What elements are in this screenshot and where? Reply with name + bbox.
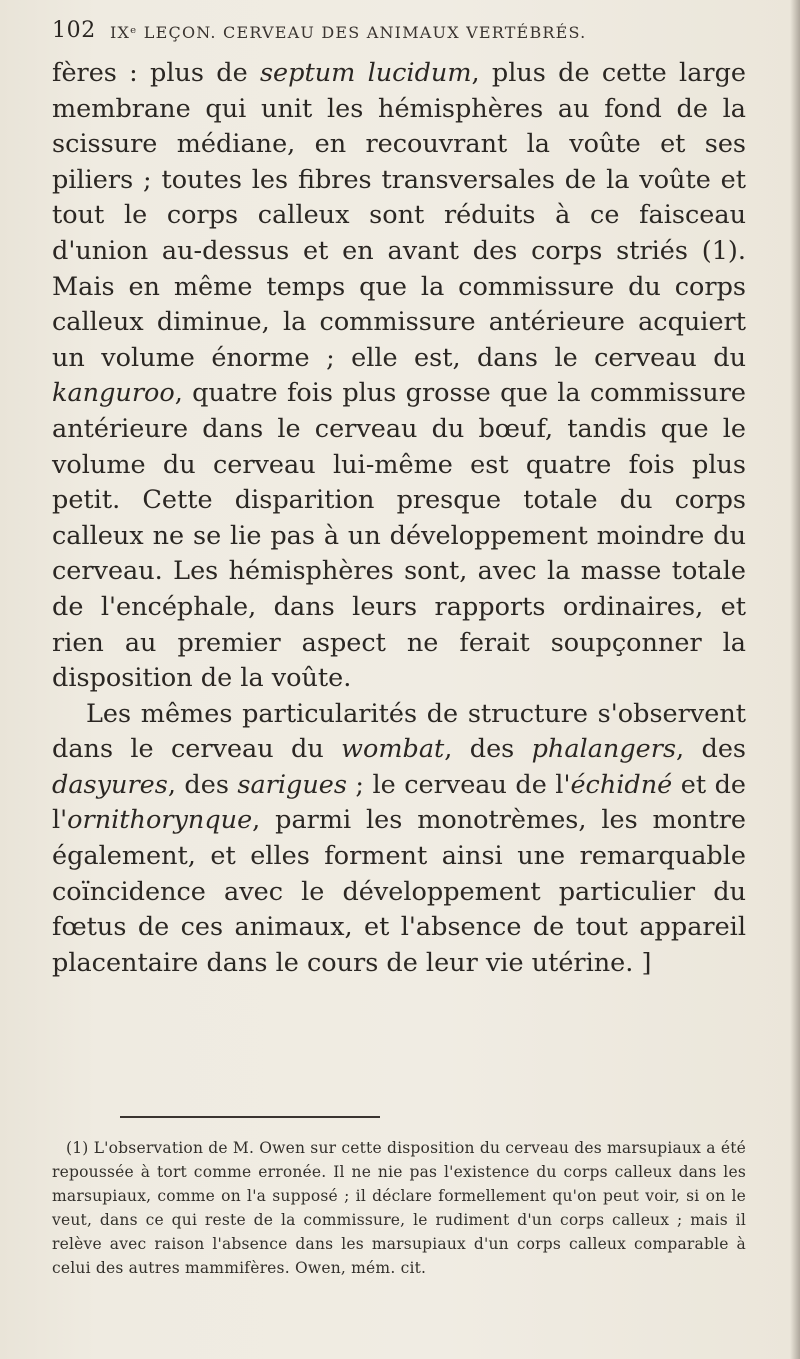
running-head — [52, 18, 742, 48]
footnote — [52, 1136, 746, 1280]
text-run: , des — [167, 769, 238, 800]
italic-term: phalangers — [531, 734, 677, 765]
italic-term: sarigues — [237, 769, 347, 800]
italic-term: dasyures — [52, 769, 168, 800]
italic-term: ornithorynque — [67, 805, 253, 836]
text-run: , parmi les monotrèmes, les montre également, et elles forment ainsi une remarquable coïncidence avec le développement particulier du fœtus de ces animaux, et l'absence de tout appareil placentaire dans le cours de leur vie utérine. ] — [52, 805, 746, 978]
text-run: , quatre fois plus grosse que la commissure antérieure dans le cerveau du bœuf, tandis que le volume du cerveau lui-même est quatre fois plus petit. Cette disparition presque totale du corps calleux ne se lie pas à un développement moindre du cerveau. Les hémisphères sont, avec la masse totale de l'encéphale, dans leurs rapports ordinaires, et rien au premier aspect ne ferait soupçonner la disposition de la voûte. — [52, 378, 746, 694]
footnote-rule — [120, 1116, 380, 1118]
page-number: 102 — [52, 18, 96, 43]
main-text — [52, 56, 746, 981]
text-run: et de l' — [52, 769, 746, 836]
footnote-text: (1) L'observation de M. Owen sur cette disposition du cerveau des marsupiaux a été repoussée à tort comme erronée. Il ne nie pas l'existence du corps calleux dans les marsupiaux, comme on l'a supposé ; il déclare formellement qu'on peut voir, si on le veut, dans ce qui reste de la commissure, le rudiment d'un corps calleux ; mais il relève avec raison l'absence dans les marsupiaux d'un corps calleux comparable à celui des autres mammifères. Owen, mém. cit. — [52, 1139, 746, 1277]
page-edge-shadow — [790, 0, 800, 1359]
italic-term: wombat — [341, 734, 445, 765]
running-title: IXᵉ LEÇON. CERVEAU DES ANIMAUX VERTÉBRÉS. — [110, 23, 587, 42]
paragraph-1 — [52, 56, 746, 697]
text-run: Les mêmes particularités de structure s'observent dans le cerveau du — [52, 698, 746, 765]
italic-term: échidné — [570, 769, 673, 800]
text-run: ; le cerveau de l' — [346, 769, 571, 800]
paragraph-2 — [52, 697, 746, 982]
text-run: , des — [444, 734, 532, 765]
italic-term: septum lucidum — [259, 58, 472, 88]
text-run: , des — [676, 734, 746, 765]
text-run: fères : plus de — [52, 58, 260, 88]
text-run: , plus de cette large membrane qui unit les hémisphères au fond de la scissure médiane, en recouvrant la voûte et ses piliers ; toutes les fibres transversales de la voûte et tout le corps calleux sont réduits à ce faisceau d'union au-dessus et en avant des corps striés (1). Mais en même temps que la commissure du corps calleux diminue, la commissure antérieure acquiert un volume énorme ; elle est, dans le cerveau du — [52, 58, 746, 373]
italic-term: kanguroo — [52, 378, 175, 409]
